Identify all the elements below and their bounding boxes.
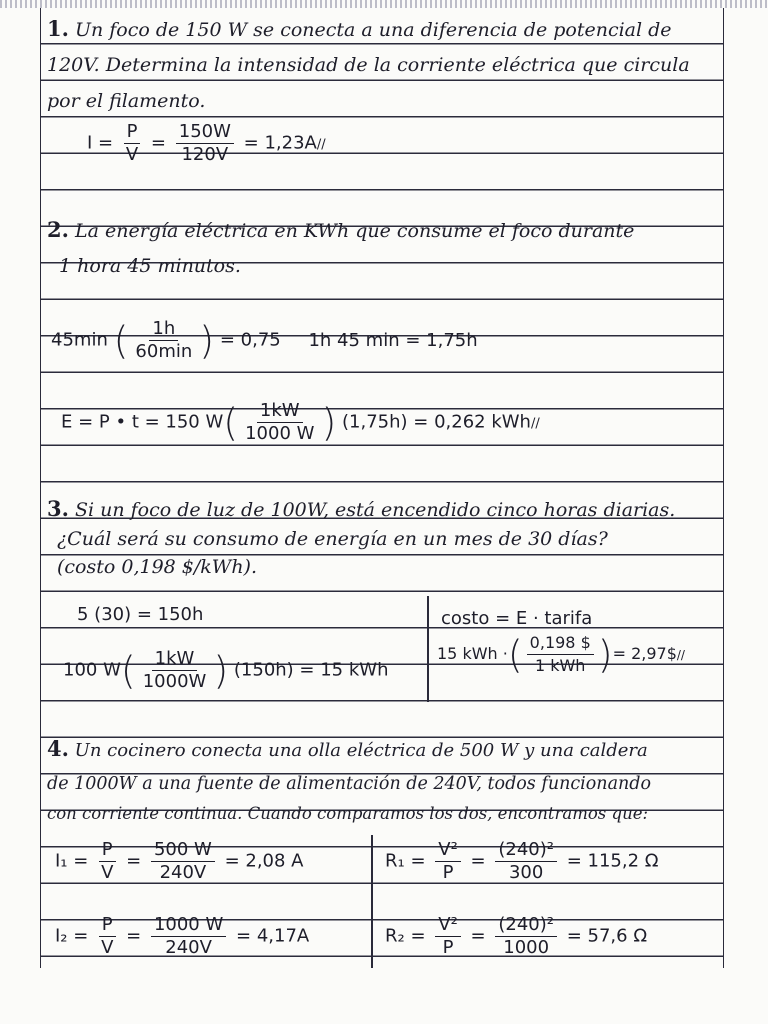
eq-result: = 57,6 Ω bbox=[566, 925, 648, 947]
eq-lhs: I₂ = bbox=[55, 925, 89, 947]
equation-energy-3 bbox=[63, 648, 388, 693]
denominator: 240V bbox=[165, 937, 212, 958]
eq-middle: (1,75h) bbox=[342, 411, 408, 433]
eq-sign: = bbox=[126, 850, 142, 872]
fraction bbox=[98, 839, 116, 884]
paren-open: ( bbox=[113, 318, 129, 363]
fraction bbox=[435, 839, 461, 884]
eq-result: = 0,75 bbox=[219, 329, 281, 351]
numerator: V² bbox=[435, 839, 461, 862]
problem-number: 3. bbox=[47, 496, 69, 521]
fraction bbox=[123, 121, 141, 166]
equation-current-i2 bbox=[55, 914, 309, 959]
notebook-page bbox=[40, 8, 724, 968]
denominator: 240V bbox=[159, 862, 207, 883]
eq-lhs: 45min bbox=[51, 329, 108, 351]
column-divider bbox=[427, 596, 429, 702]
numerator: 500 W bbox=[151, 839, 215, 862]
equation-current-1 bbox=[87, 121, 326, 166]
paren-close: ) bbox=[321, 400, 337, 445]
paren-close: ) bbox=[213, 648, 229, 693]
eq-lhs: I₁ = bbox=[55, 850, 89, 872]
result-mark: // bbox=[676, 648, 685, 662]
numerator: P bbox=[99, 914, 116, 937]
numerator: P bbox=[99, 839, 116, 862]
equation-resistance-r2 bbox=[385, 914, 647, 959]
numerator: P bbox=[124, 121, 141, 144]
fraction bbox=[151, 839, 215, 884]
fraction bbox=[98, 914, 116, 959]
problem-2-line-2: 1 hora 45 minutos. bbox=[59, 255, 241, 277]
problem-text: La energía eléctrica en KWh que consume el foco durante bbox=[74, 220, 635, 242]
eq-result: = 0,262 kWh bbox=[413, 411, 531, 433]
fraction bbox=[176, 121, 234, 166]
eq-lhs: E = P • t = 150 W bbox=[61, 411, 224, 433]
denominator: 1000 bbox=[503, 937, 550, 958]
paren-open: ( bbox=[120, 648, 136, 693]
numerator: (240)² bbox=[495, 839, 557, 862]
problem-4-line-3: con corriente continua. Cuando comparamos los dos, encontramos que: bbox=[47, 804, 649, 823]
result-mark: // bbox=[530, 416, 540, 432]
problem-text: Si un foco de luz de 100W, está encendido cinco horas diarias. bbox=[74, 499, 676, 521]
denominator: 1000 W bbox=[245, 423, 315, 444]
denominator: V bbox=[101, 862, 114, 883]
paren-open: ( bbox=[223, 400, 239, 445]
eq-lhs: 15 kWh · bbox=[437, 644, 508, 663]
denominator: 1 kWh bbox=[534, 656, 586, 675]
paren-close: ) bbox=[199, 318, 215, 363]
denominator: 120V bbox=[181, 144, 229, 165]
eq-result: = 4,17A bbox=[236, 925, 310, 947]
eq-result: = 115,2 Ω bbox=[566, 850, 659, 872]
eq-result: (150h) = 15 kWh bbox=[233, 659, 389, 681]
eq-sign: = bbox=[470, 850, 486, 872]
problem-3-line-2: ¿Cuál será su consumo de energía en un mes de 30 días? bbox=[57, 528, 608, 550]
eq-sign: = bbox=[470, 925, 486, 947]
equation-cost-result bbox=[437, 632, 685, 677]
problem-1-line-1 bbox=[47, 17, 672, 42]
problem-text: Un cocinero conecta una olla eléctrica de 500 W y una caldera bbox=[74, 740, 648, 761]
equation-energy-2 bbox=[61, 400, 540, 445]
fraction bbox=[495, 914, 557, 959]
fraction bbox=[132, 318, 195, 363]
problem-number: 1. bbox=[47, 16, 69, 41]
denominator: 300 bbox=[508, 862, 544, 883]
eq-lhs: R₂ = bbox=[385, 925, 426, 947]
numerator: 150W bbox=[176, 121, 234, 144]
fraction bbox=[435, 914, 461, 959]
numerator: (240)² bbox=[495, 914, 557, 937]
equation-cost-formula: costo = E · tarifa bbox=[441, 608, 593, 629]
eq-sign: = bbox=[126, 925, 142, 947]
problem-1-line-2: 120V. Determina la intensidad de la corriente eléctrica que circula bbox=[47, 54, 690, 76]
equation-minutes-conversion bbox=[51, 318, 478, 363]
denominator: 60min bbox=[135, 341, 193, 362]
equation-hours-month: 5 (30) = 150h bbox=[77, 604, 204, 625]
numerator: 1h bbox=[149, 318, 178, 341]
eq-lhs: 100 W bbox=[63, 659, 121, 681]
paren-close: ) bbox=[597, 632, 613, 677]
fraction bbox=[242, 400, 317, 445]
problem-2-line-1 bbox=[47, 218, 634, 243]
eq-result: = 2,97$ bbox=[612, 644, 677, 663]
problem-number: 2. bbox=[47, 217, 69, 242]
problem-number: 4. bbox=[47, 736, 69, 761]
denominator: V bbox=[101, 937, 114, 958]
numerator: 1000 W bbox=[151, 914, 226, 937]
numerator: 1kW bbox=[257, 400, 303, 423]
result-mark: // bbox=[316, 137, 326, 153]
numerator: V² bbox=[435, 914, 461, 937]
eq-lhs: I = bbox=[87, 132, 114, 154]
equation-resistance-r1 bbox=[385, 839, 659, 884]
eq-extra: 1h 45 min = 1,75h bbox=[308, 329, 478, 351]
numerator: 0,198 $ bbox=[527, 632, 594, 655]
eq-lhs: R₁ = bbox=[385, 850, 426, 872]
problem-4-line-2: de 1000W a una fuente de alimentación de 240V, todos funcionando bbox=[47, 774, 652, 794]
numerator: 1kW bbox=[152, 648, 198, 671]
denominator: P bbox=[442, 862, 454, 883]
problem-text: Un foco de 150 W se conecta a una diferencia de potencial de bbox=[74, 19, 672, 41]
fraction bbox=[495, 839, 557, 884]
fraction bbox=[140, 648, 210, 693]
denominator: V bbox=[125, 144, 139, 165]
fraction bbox=[527, 632, 594, 677]
eq-sign: = bbox=[150, 132, 167, 154]
problem-4-line-1 bbox=[47, 737, 648, 763]
equation-current-i1 bbox=[55, 839, 304, 884]
spiral-binding bbox=[0, 0, 768, 8]
fraction bbox=[151, 914, 226, 959]
column-divider bbox=[371, 835, 373, 968]
problem-3-line-1 bbox=[47, 497, 675, 522]
eq-result: = 1,23A bbox=[243, 132, 317, 154]
denominator: P bbox=[442, 937, 454, 958]
problem-1-line-3: por el filamento. bbox=[47, 90, 206, 112]
paren-open: ( bbox=[507, 632, 523, 677]
denominator: 1000W bbox=[142, 671, 207, 692]
problem-3-line-3: (costo 0,198 $/kWh). bbox=[57, 556, 258, 578]
eq-result: = 2,08 A bbox=[224, 850, 304, 872]
